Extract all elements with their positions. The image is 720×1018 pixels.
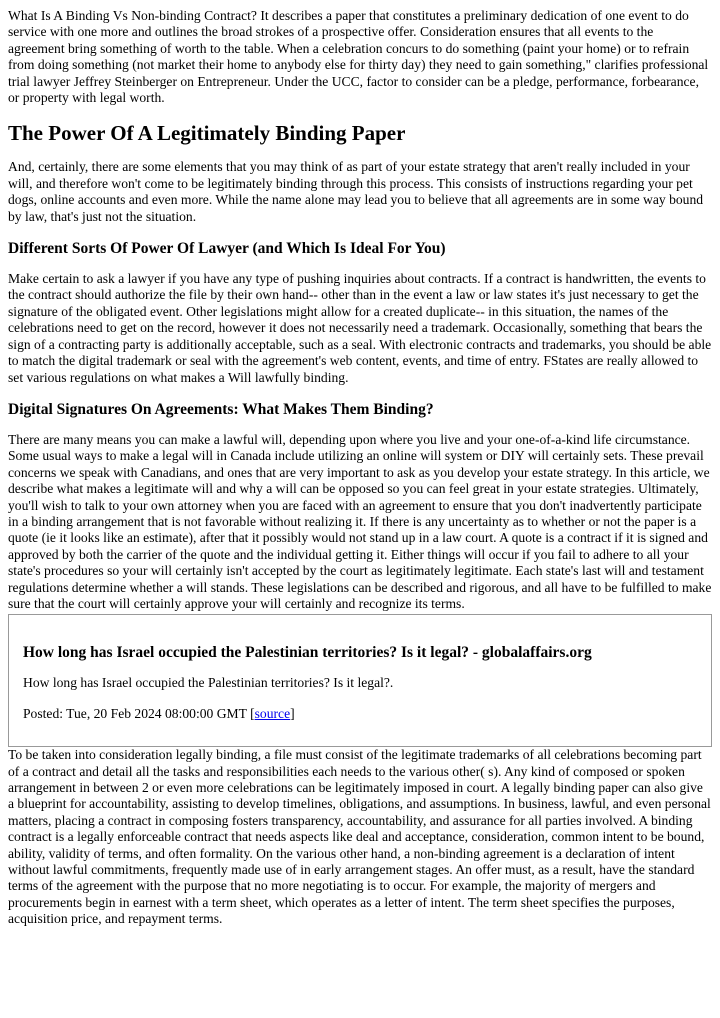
news-card [8, 614, 712, 747]
section-heading-power-of-lawyer: Different Sorts Of Power Of Lawyer (and Which Is Ideal For You) [8, 240, 446, 258]
paragraph-legally-binding: To be taken into consideration legally binding, a file must consist of the legitimate trademarks of all celebrations becoming part of a contract and detail all the tasks and responsibilities each needs to the various other( s). Any kind of composed or spoken arrangement in between 2 or even more celebrations can be legitimately imposed in court. A legally binding paper can also give a blueprint for accountability, assisting to develop timelines, obligations, and assumptions. In business, lawful, and even personal matters, placing a contract in composing fosters transparency, accountability, and assurance for all parties involved. A binding contract is a legally enforceable contract that needs aspects like deal and acceptance, consideration, common intent to be bound, ability, validity of terms, and often formality. On the various other hand, a non-binding agreement is a declaration of intent without lawful commitments, frequently made use of in early arrangement stages. An offer must, as a result, have the standard terms of the agreement with the purpose that no more negotiating is to occur. For example, the majority of mergers and procurements begin in earnest with a term sheet, which operates as a letter of intent. The term sheet specifies the purposes, acquisition price, and repayment terms. [8, 747, 711, 927]
paragraph-estate-elements: And, certainly, there are some elements that you may think of as part of your estate strategy that aren't really included in your will, and therefore won't come to be legitimately binding through this process. This consists of instructions regarding your pet dogs, online accounts and even more. While the name alone may lead you to believe that all agreements are in some way bound by law, that's just not the situation. [8, 159, 704, 224]
news-closing-bracket: ] [290, 705, 295, 721]
news-posted-date: Posted: Tue, 20 Feb 2024 08:00:00 GMT [ [23, 705, 255, 721]
news-posted-line [23, 706, 697, 722]
news-source-link[interactable]: source [254, 705, 291, 721]
paragraph-ask-lawyer: Make certain to ask a lawyer if you have any type of pushing inquiries about contracts. If a contract is handwritten, the events to the contract should authorize the file by their own hand-- other than in the event a law or law states it's just necessary to get the signature of the obligated event. Other legislations might allow for a created duplicate-- in this situation, the names of the celebrations need to get on the record, however it does not necessarily need a trademark. Occasionally, something that bears the sign of a contracting party is additionally acceptable, such as a seal. With electronic contracts and trademarks, you should be able to match the digital trademark or seal with the agreement's web content, events, and time of entry. FStates are really allowed to set various regulations on what makes a Will lawfully binding. [8, 271, 712, 385]
section-heading-power-of-binding-paper: The Power Of A Legitimately Binding Paper [8, 121, 406, 146]
section-heading-digital-signatures: Digital Signatures On Agreements: What Makes Them Binding? [8, 400, 434, 418]
news-description: How long has Israel occupied the Palestinian territories? Is it legal?. [23, 675, 394, 691]
paragraph-lawful-will: There are many means you can make a lawful will, depending upon where you live and your one-of-a-kind life circumstance. Some usual ways to make a legal will in Canada include utilizing an online will system or DIY will certainly sets. These prevail concerns we speak with Canadians, and ones that are very important to ask as you develop your estate strategy. In this article, we describe what makes a legitimate will and why a will can be opposed so you can feel great in your estate strategies. Ultimately, you'll wish to talk to your own attorney when you are faced with an agreement to ensure that you don't inadvertently participate in a binding arrangement that is not favorable without realizing it. If there is any uncertainty as to whether or not the paper is a quote (ie it looks like an estimate), after that it possibly would not stand up in a law court. A quote is a contract if it is signed and approved by both the carrier of the quote and the individual getting it. Either things will occur if you fail to adhere to all your state's procedures so your will certainly isn't accepted by the court as legitimately legitimate. Each state's last will and testament regulations determine whether a will stands. These legislations can be described and rigorous, and all have to be fulfilled to make sure that the court will certainly approve your will certainly and recognize its terms. [8, 431, 712, 611]
intro-paragraph: What Is A Binding Vs Non-binding Contract? It describes a paper that constitutes a preliminary dedication of one event to do service with one more and outlines the broad strokes of a prospective offer. Consideration ensures that all events to the agreement bring something of worth to the table. When a celebration concurs to do something (paint your home) or to refrain from doing something (not market their home to anybody else for thirty day) they need to gain something," clarifies professional trial lawyer Jeffrey Steinberger on Entrepreneur. Under the UCC, factor to consider can be a pledge, performance, forbearance, or property with legal worth. [8, 8, 709, 106]
news-title: How long has Israel occupied the Palestinian territories? Is it legal? - globalaffairs.org [23, 644, 592, 662]
